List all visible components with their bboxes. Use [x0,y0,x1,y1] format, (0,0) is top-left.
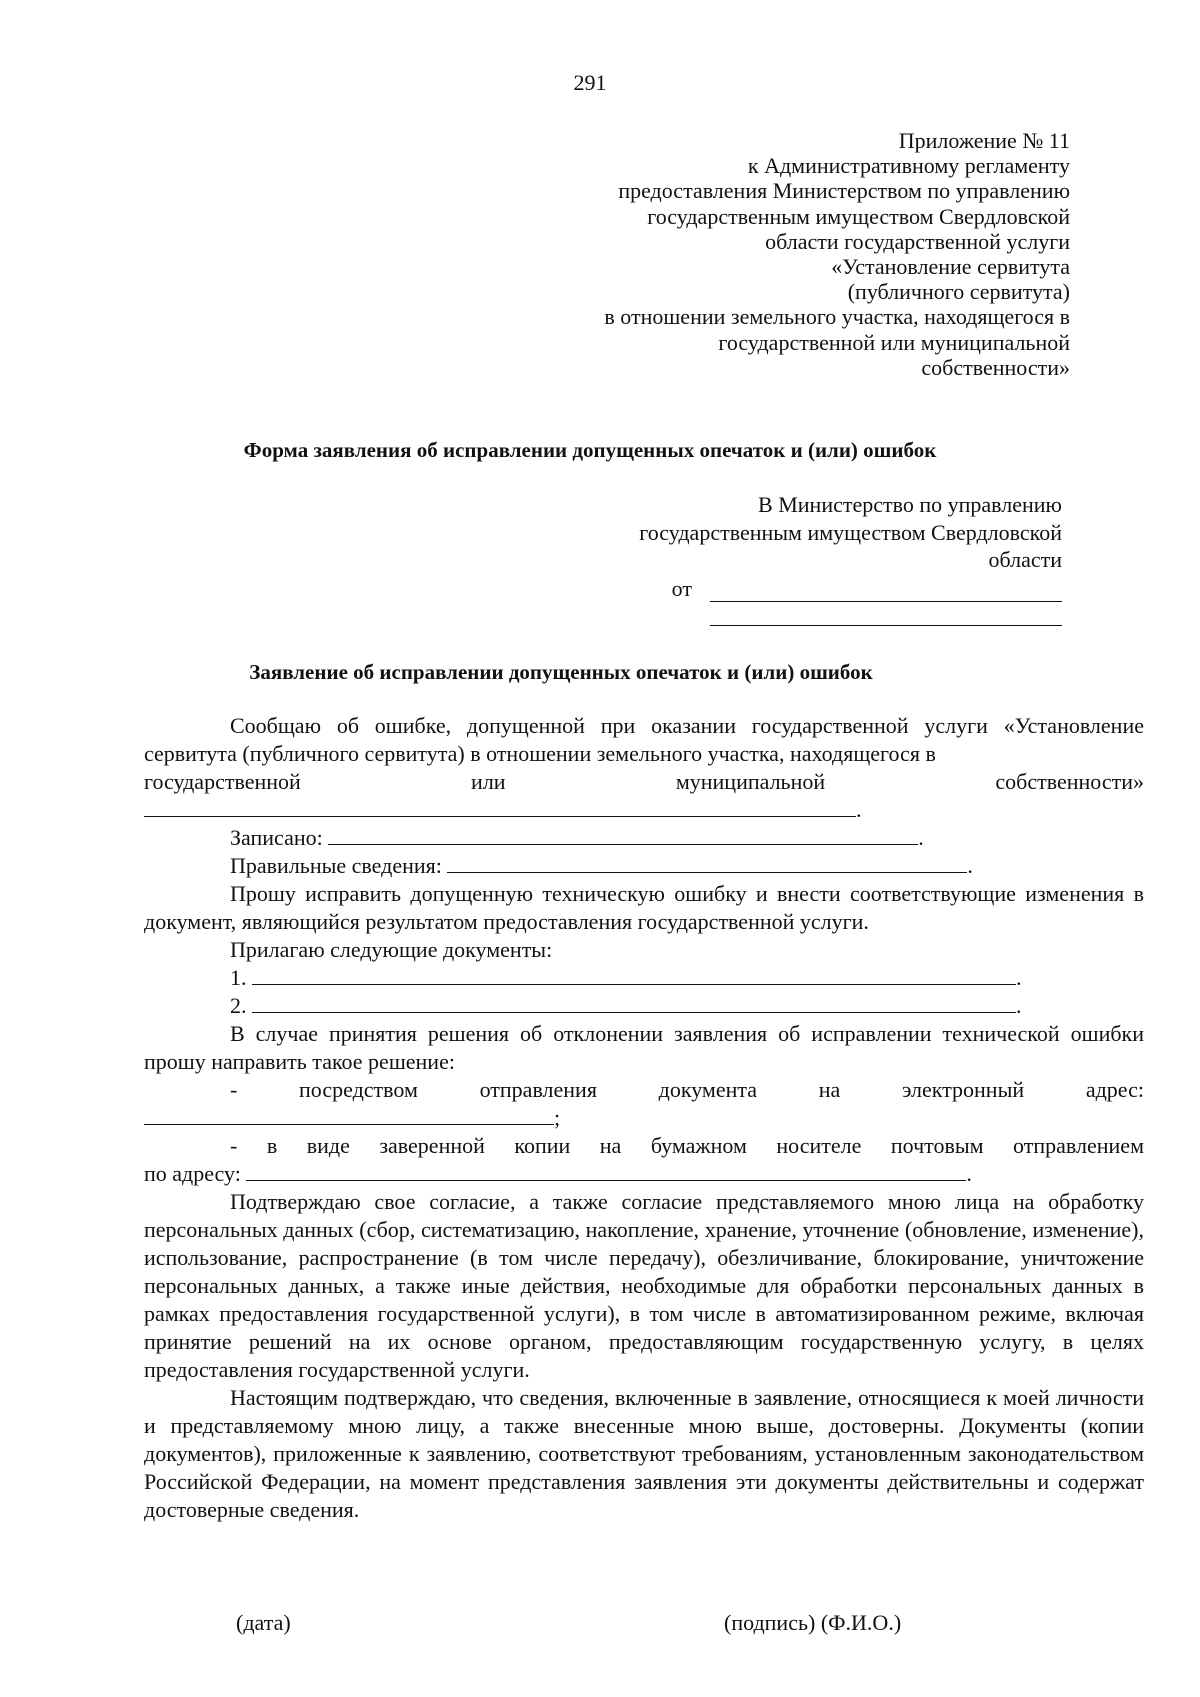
attach-item-2 [144,992,1144,1020]
recipient-line: области [988,547,1062,572]
word: электронный [901,1077,1025,1102]
form-title: Форма заявления об исправлении допущенных опечаток и (или) ошибок [243,438,937,462]
error-paragraph: Сообщаю об ошибке, допущенной при оказании государственной услуги «Установление сервитута (публичного сервитута) в отношении земельного участка, находящегося в [144,713,1144,766]
appendix-line: государственной или муниципальной [718,329,1070,355]
word: адрес: [1085,1077,1144,1102]
appendix-line: области государственной услуги [765,228,1070,254]
page-number: 291 [573,70,607,95]
error-paragraph-last-line [144,768,1144,796]
request-paragraph: Прошу исправить допущенную техническую ошибку и внести соответствующие изменения в документ, являющийся результатом предоставления государственной услуги. [144,881,1144,934]
attach-item-1 [144,964,1144,992]
punct: . [1016,965,1022,990]
recorded-label: Записано: [230,825,323,850]
appendix-header [510,128,1070,380]
email-blank[interactable] [144,1104,554,1125]
appendix-line: «Установление сервитута [831,254,1070,280]
correct-line [144,852,1144,880]
appendix-line: к Административному регламенту [747,153,1070,179]
consent-paragraph: Подтверждаю свое согласие, а также согласие представляемого мною лица на обработку персональных данных (сбор, систематизацию, накопление, хранение, уточнение (обновление, изменение), использование, распространение (в том числе передачу), обезличивание, блокирование, уничтожение персональных данных, а также иные действия, необходимые для обработки персональных данных в рамках предоставления государственной услуги), в том числе в автоматизированном режиме, включая принятие решений на их основе органом, предоставляющим государственную услугу, в целях предоставления государственной услуги. [144,1189,1144,1382]
confirmation-paragraph: Настоящим подтверждаю, что сведения, включенные в заявление, относящиеся к моей личности и представляемому мною лицу, а также внесенные мною выше, достоверны. Документы (копии документов), приложенные к заявлению, соответствуют требованиям, установленным законодательством Российской Федерации, на момент представления заявления эти документы действительны и содержат достоверные сведения. [144,1385,1144,1522]
recipient-line: В Министерство по управлению [758,492,1062,517]
from-line [672,576,1062,602]
punct: . [856,797,862,822]
appendix-line: государственным имуществом Свердловской [647,203,1070,229]
word: отправления [479,1077,597,1102]
word: собственности» [995,769,1144,794]
word: на [818,1077,841,1102]
from-label: от [671,576,692,601]
correct-blank[interactable] [447,852,967,873]
email-blank-line [144,1104,1144,1132]
punct: . [967,853,973,878]
punct: ; [554,1105,561,1130]
word: государственной [144,769,301,794]
from-line-2 [710,605,1062,626]
appendix-line: собственности» [921,354,1070,380]
punct: . [918,825,924,850]
postal-address-line [144,1160,1144,1188]
rejection-paragraph: В случае принятия решения об отклонении заявления об исправлении технической ошибки прошу направить такое решение: [144,1021,1144,1074]
statement-title: Заявление об исправлении допущенных опечаток и (или) ошибок [249,660,873,684]
attach-blank-1[interactable] [252,964,1016,985]
postal-option: - в виде заверенной копии на бумажном носителе почтовым отправлением [230,1133,1144,1158]
email-option-line [144,1076,1144,1104]
punct: . [1016,993,1022,1018]
appendix-line: (публичного сервитута) [847,279,1070,305]
word: - [230,1077,238,1102]
attach-label: Прилагаю следующие документы: [230,937,553,962]
item-number: 1. [230,965,247,990]
error-blank[interactable] [144,796,856,817]
recorded-line [144,824,1144,852]
punct: . [966,1161,972,1186]
date-label: (дата) [236,1610,291,1635]
postal-label: по адресу: [144,1161,241,1186]
appendix-line: в отношении земельного участка, находящегося в [604,304,1070,330]
from-blank-1[interactable] [710,581,1062,602]
postal-blank[interactable] [246,1160,966,1181]
correct-label: Правильные сведения: [230,853,442,878]
word: посредством [299,1077,418,1102]
statement-body [144,712,1144,1524]
recipient-line: государственным имуществом Свердловской [639,519,1062,545]
attach-blank-2[interactable] [252,992,1016,1013]
word: документа [658,1077,758,1102]
appendix-line: Приложение № 11 [898,128,1070,153]
error-blank-line [144,796,1144,824]
signature-label: (подпись) (Ф.И.О.) [724,1610,902,1635]
from-blank-2[interactable] [710,605,1062,626]
recipient-block [502,491,1062,574]
appendix-line: предоставления Министерством по управлению [618,178,1070,204]
recorded-blank[interactable] [328,824,918,845]
item-number: 2. [230,993,247,1018]
word: муниципальной [675,769,826,794]
word: или [471,769,506,794]
